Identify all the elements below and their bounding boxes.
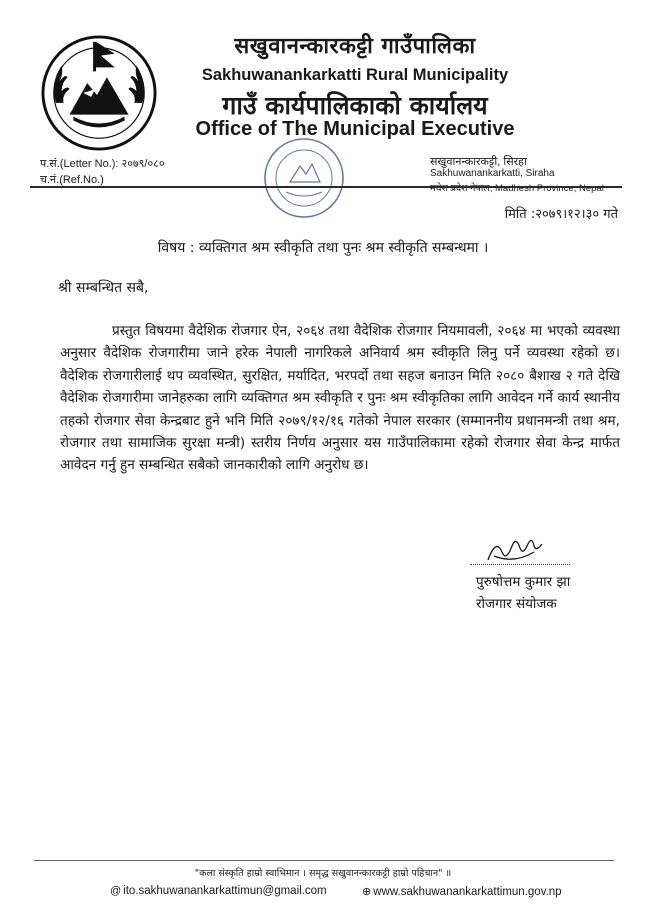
website-text: www.sakhuwanankarkattimun.gov.np <box>373 886 562 898</box>
address-devanagari: सखुवानन्कारकट्टी, सिरहा <box>430 156 527 168</box>
letter-body <box>60 320 620 477</box>
footer-slogan: "कला संस्कृति हाम्रो स्वाभिमान । समृद्ध सखुवानन्कारकट्टी हाम्रो पहिचान" ॥ <box>194 868 452 879</box>
municipality-title-english: Sakhuwanankarkatti Rural Municipality <box>201 66 509 84</box>
footer-email <box>110 885 327 897</box>
header-divider <box>30 186 622 188</box>
globe-icon: ⊕ <box>362 886 372 898</box>
email-text: ito.sakhuwanankarkattimun@gmail.com <box>123 885 327 897</box>
letter-subject: विषय : व्यक्तिगत श्रम स्वीकृति तथा पुनः श्रम स्वीकृति सम्बन्धमा । <box>157 240 489 256</box>
municipality-emblem <box>40 34 158 152</box>
letter-date: मिति :२०७९।१२।३० गते <box>504 207 618 222</box>
municipality-title-devanagari: सखुवानन्कारकट्टी गाउँपालिका <box>234 34 476 59</box>
body-paragraph: प्रस्तुत विषयमा वैदेशिक रोजगार ऐन, २०६४ तथा वैदेशिक रोजगार नियमावली, २०६४ मा भएको व्यवस्था अनुसार वैदेशिक रोजगारीमा जाने हरेक नेपाली नागरिकले अनिवार्य श्रम स्वीकृति लिनु पर्ने व्यवस्था रहेको छ। वैदेशिक रोजगारीलाई थप व्यवस्थित, सुरक्षित, मर्यादित, भरपर्दो तथा सहज बनाउन मिति २०८० बैशाख २ गते देखि वैदेशिक रोजगारीमा जानेहरुका लागि व्यक्तिगत श्रम स्वीकृति र पुनः श्रम स्वीकृतिका लागि आवेदन गर्ने कार्य स्थानीय तहको रोजगार सेवा केन्द्रबाट हुने भनि मिति २०७९/१२/१६ गतेको नेपाल सरकार (सम्माननीय प्रधानमन्त्री तथा श्रम, रोजगार तथा सामाजिक सुरक्षा मन्त्री) स्तरीय निर्णय अनुसार यस गाउँपालिकामा रहेको रोजगार सेवा केन्द्र मार्फत आवेदन गर्नु हुन सम्बन्धित सबैको जानकारीको लागि अनुरोध छ। <box>60 323 620 474</box>
office-stamp <box>262 136 346 220</box>
reference-number: च.नं.(Ref.No.) <box>40 174 104 186</box>
letter-number: प.सं.(Letter No.): २०७९/०८० <box>40 158 165 170</box>
address-english: Sakhuwanankarkatti, Siraha <box>430 168 555 179</box>
signature-line <box>470 564 570 565</box>
footer-website <box>362 885 562 898</box>
office-title-devanagari: गाउँ कार्यपालिकाको कार्यालय <box>222 91 488 120</box>
footer-divider <box>34 860 614 861</box>
address-province: मधेश प्रदेश नेपाल, Madhesh Province, Nepal <box>430 183 604 194</box>
signatory-name: पुरुषोत्तम कुमार झा <box>476 574 571 590</box>
at-icon: @ <box>110 885 122 897</box>
signature-scribble <box>482 534 554 568</box>
signatory-title: रोजगार संयोजक <box>476 596 557 612</box>
salutation: श्री सम्बन्धित सबै, <box>58 280 149 296</box>
office-title-english: Office of The Municipal Executive <box>195 118 515 140</box>
